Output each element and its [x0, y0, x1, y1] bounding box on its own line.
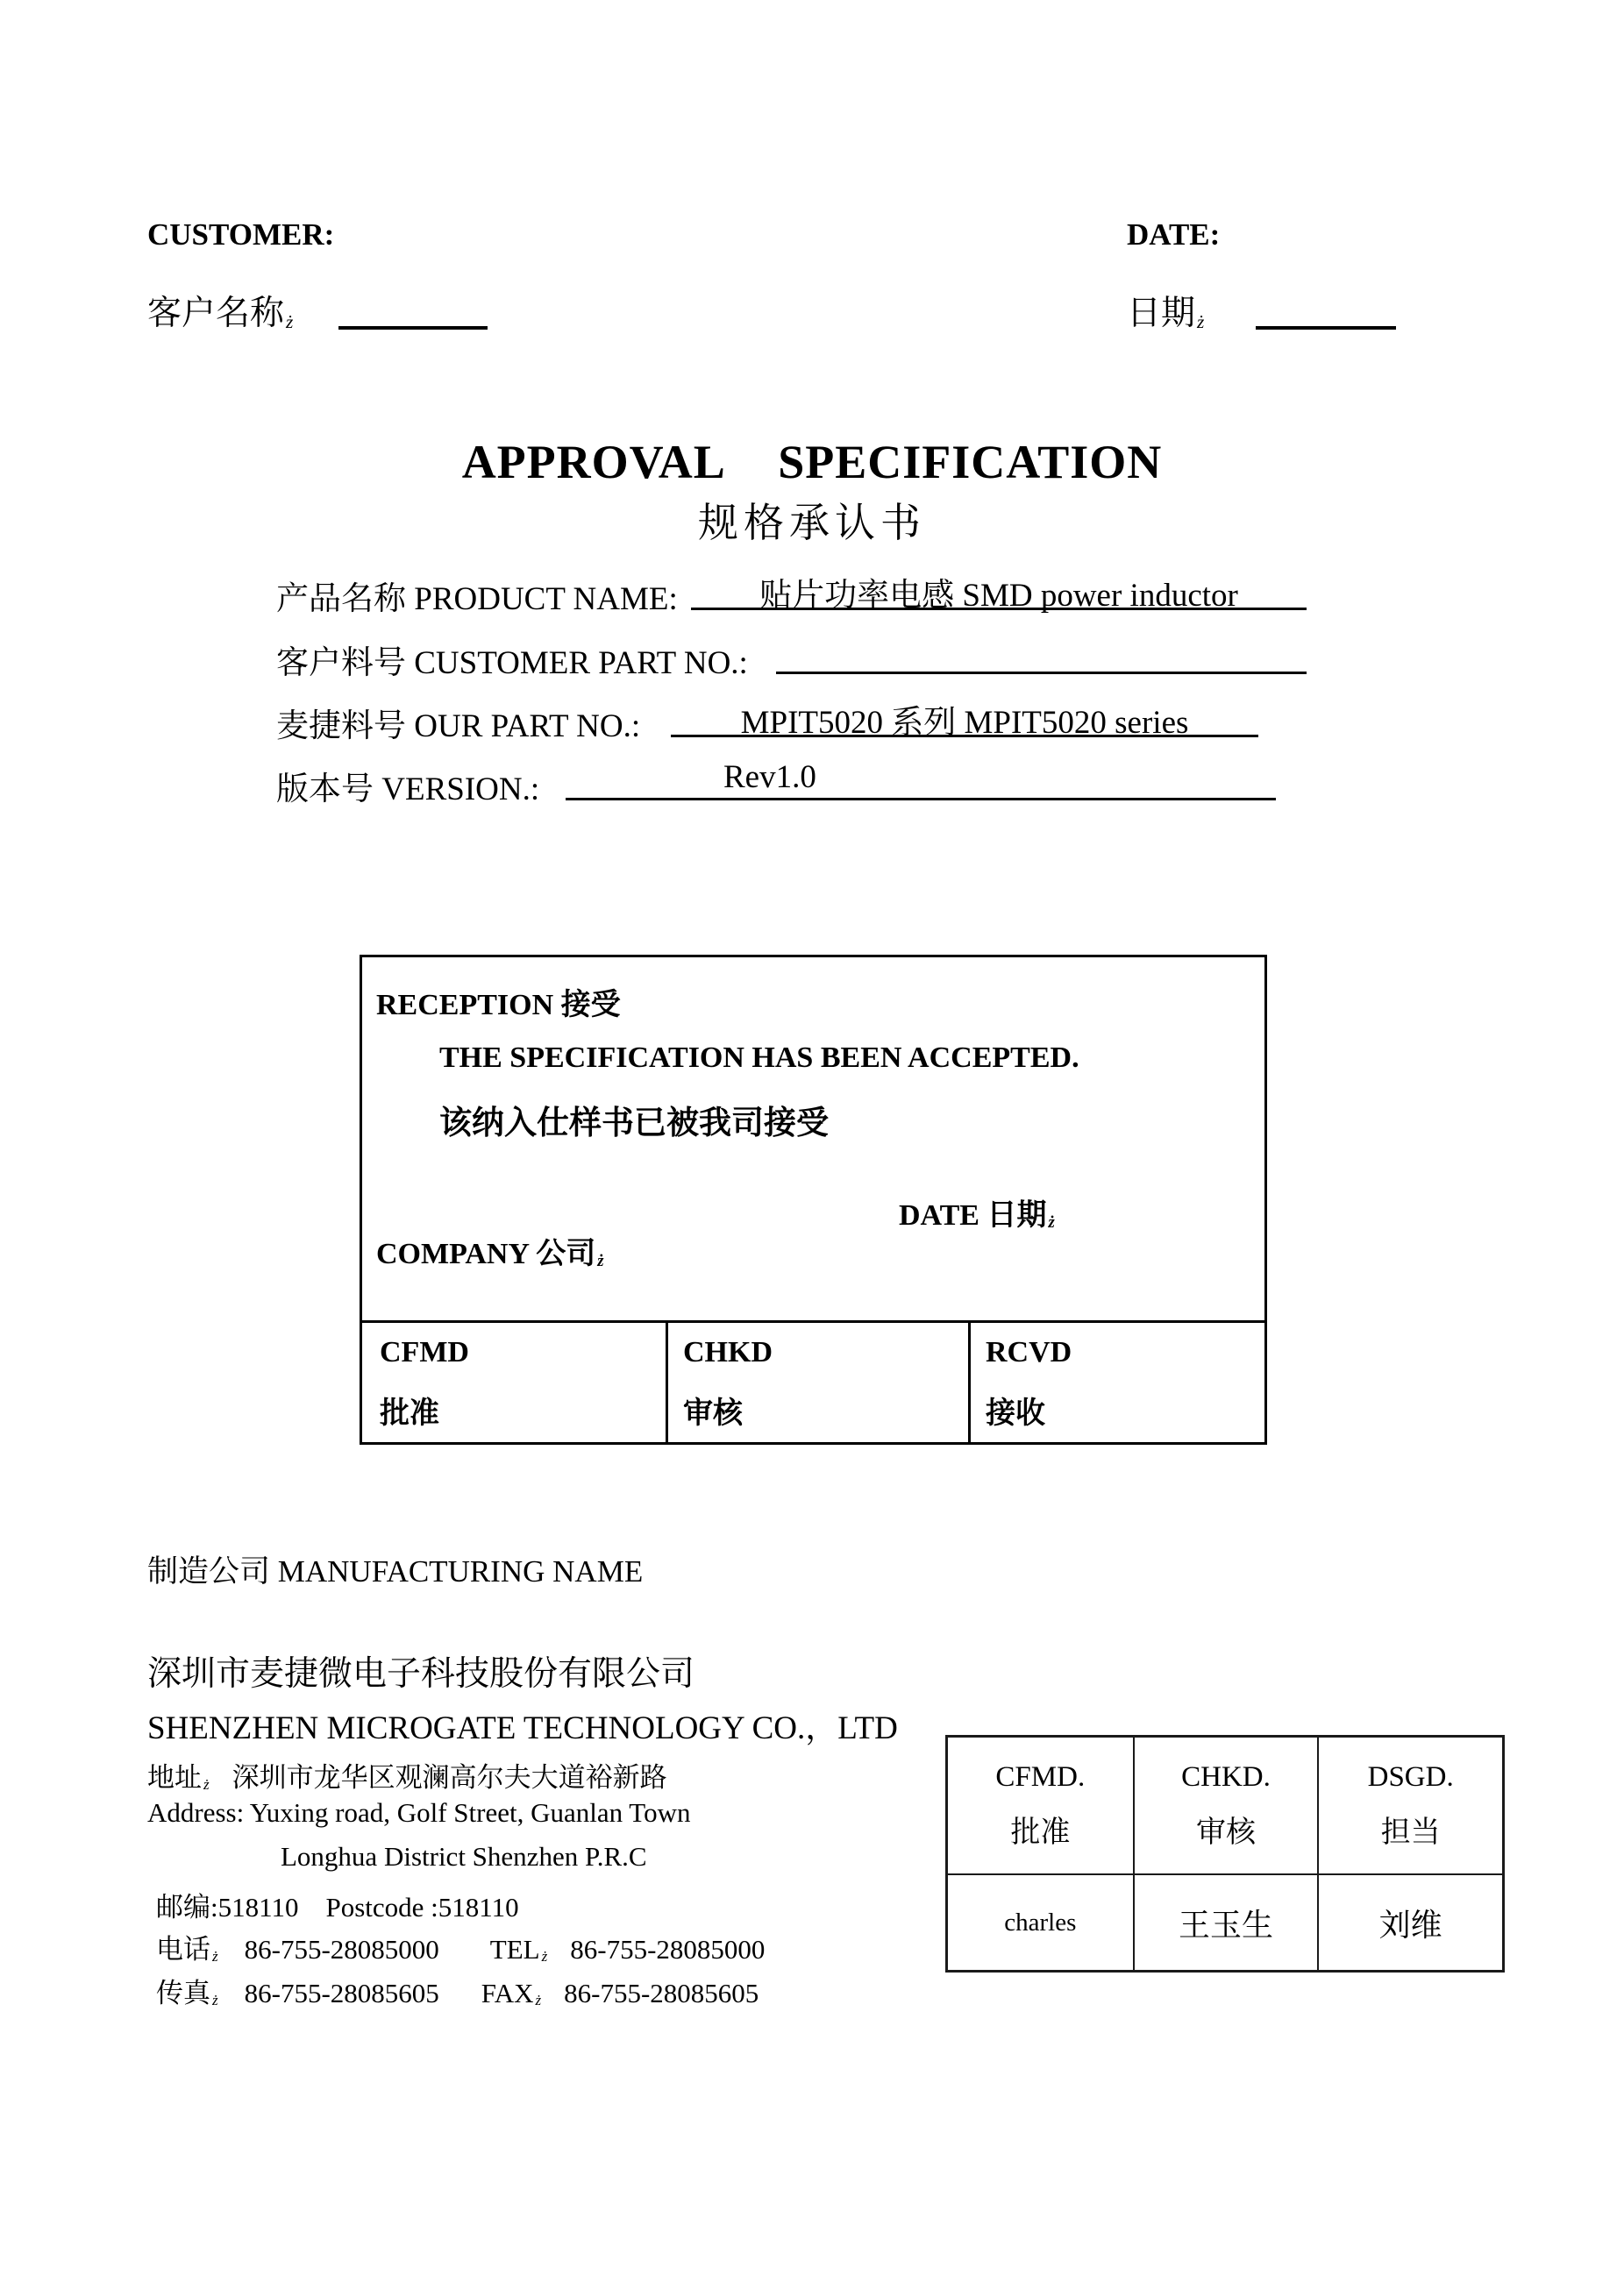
colon-mark: ż — [212, 1948, 218, 1965]
date-cn-label: 日期 — [1127, 295, 1196, 332]
approval-header-chkd-en: CHKD. — [1181, 1760, 1271, 1793]
colon-mark: ż — [203, 1776, 210, 1794]
approval-header-dsgd-cn: 担当 — [1380, 1816, 1441, 1849]
colon-mark: ż — [541, 1948, 548, 1965]
approval-header-cfmd-en: CFMD. — [995, 1760, 1086, 1793]
fax-value-cn: 86-755-28085605 — [244, 1978, 439, 2008]
customer-label: CUSTOMER: — [147, 217, 335, 252]
our-part-no-label: 麦捷料号 OUR PART NO.: — [276, 708, 641, 744]
version-label: 版本号 VERSION.: — [276, 771, 540, 807]
our-part-no-value: MPIT5020 系列 MPIT5020 series — [671, 695, 1258, 737]
reception-col-divider-1 — [666, 1320, 668, 1442]
approval-header-dsgd — [1317, 1738, 1502, 1873]
approval-header-chkd — [1133, 1738, 1318, 1873]
rcvd-label-en: RCVD — [986, 1336, 1072, 1368]
approval-header-cfmd-cn: 批准 — [1010, 1816, 1071, 1849]
approval-signer-chkd — [1133, 1873, 1318, 1970]
date-blank-line — [1256, 289, 1396, 330]
manufacturer-company-cn: 深圳市麦捷微电子科技股份有限公司 — [147, 1655, 695, 1693]
customer-part-no-label: 客户料号 CUSTOMER PART NO.: — [276, 645, 748, 681]
version-value: Rev1.0 — [566, 758, 1276, 800]
approval-signer-cfmd — [948, 1873, 1133, 1970]
reception-heading-en: RECEPTION — [376, 989, 554, 1021]
colon-mark: ż — [597, 1252, 604, 1271]
reception-box — [360, 955, 1267, 1445]
customer-name-blank-line — [338, 289, 488, 330]
tel-value-en: 86-755-28085000 — [570, 1934, 766, 1965]
internal-approval-table — [945, 1735, 1505, 1973]
approval-header-cfmd — [948, 1738, 1133, 1873]
manufacturer-company-en: SHENZHEN MICROGATE TECHNOLOGY CO.，LTD — [147, 1710, 898, 1746]
reception-company-line — [376, 1229, 604, 1272]
address-cn-value: 深圳市龙华区观澜高尔夫大道裕新路 — [231, 1762, 667, 1793]
reception-heading-cn: 接受 — [560, 989, 621, 1021]
tel-value-cn: 86-755-28085000 — [244, 1934, 439, 1965]
fax-label-cn: 传真 — [156, 1978, 210, 2008]
manufacturer-fax-line — [156, 1971, 759, 2010]
customer-part-no-value — [776, 632, 1307, 674]
fax-value-en: 86-755-28085605 — [564, 1978, 759, 2008]
chkd-label-cn: 审核 — [683, 1397, 743, 1430]
manufacturer-address-en-line2: Longhua District Shenzhen P.R.C — [281, 1841, 647, 1872]
reception-col-divider-2 — [968, 1320, 971, 1442]
cfmd-label-cn: 批准 — [380, 1397, 439, 1430]
approval-signer-dsgd-name: 刘维 — [1378, 1907, 1442, 1943]
fax-label-en: FAX — [481, 1978, 534, 2008]
manufacturer-postcode-line: 邮编:518110 Postcode :518110 — [156, 1892, 519, 1923]
cfmd-label-en: CFMD — [380, 1336, 469, 1368]
colon-mark: ż — [212, 1992, 218, 2009]
colon-mark: ż — [1197, 310, 1205, 332]
approval-header-dsgd-en: DSGD. — [1367, 1760, 1454, 1793]
date-cn-line — [1127, 286, 1204, 335]
product-name-label: 产品名称 PRODUCT NAME: — [276, 581, 678, 617]
customer-name-cn-line — [147, 286, 293, 335]
reception-accepted-en: THE SPECIFICATION HAS BEEN ACCEPTED. — [439, 1041, 1079, 1074]
rcvd-label-cn: 接收 — [986, 1397, 1045, 1430]
tel-label-cn: 电话 — [156, 1934, 210, 1965]
date-label: DATE: — [1127, 217, 1221, 252]
approval-header-chkd-cn: 审核 — [1195, 1816, 1256, 1849]
manufacturer-tel-line — [156, 1927, 765, 1966]
document-title-cn: 规格承认书 — [698, 501, 926, 545]
manufacturer-address-cn-line — [147, 1755, 667, 1795]
approval-signer-dsgd — [1317, 1873, 1502, 1970]
chkd-label-en: CHKD — [683, 1336, 773, 1368]
manufacturer-address-en-line1: Address: Yuxing road, Golf Street, Guanlan Town — [147, 1797, 691, 1828]
product-name-value: 贴片功率电感 SMD power inductor — [691, 568, 1307, 610]
customer-name-cn-label: 客户名称 — [147, 295, 285, 332]
colon-mark: ż — [535, 1992, 542, 2009]
colon-mark: ż — [286, 310, 294, 332]
address-cn-label: 地址 — [147, 1762, 202, 1793]
manufacturing-name-heading: 制造公司 MANUFACTURING NAME — [147, 1554, 644, 1589]
document-title-en: APPROVAL SPECIFICATION — [461, 436, 1163, 488]
reception-heading — [376, 980, 621, 1023]
approval-signer-chkd-name: 王玉生 — [1178, 1907, 1273, 1943]
reception-date-line — [899, 1191, 1055, 1233]
reception-accepted-cn: 该纳入仕样书已被我司接受 — [439, 1105, 829, 1141]
reception-date-label: DATE 日期 — [899, 1199, 1047, 1232]
colon-mark: ż — [1048, 1213, 1055, 1233]
tel-label-en: TEL — [489, 1934, 540, 1965]
reception-company-label: COMPANY 公司 — [376, 1238, 596, 1270]
reception-row-divider — [360, 1320, 1267, 1323]
approval-signer-cfmd-name: charles — [1004, 1908, 1077, 1937]
